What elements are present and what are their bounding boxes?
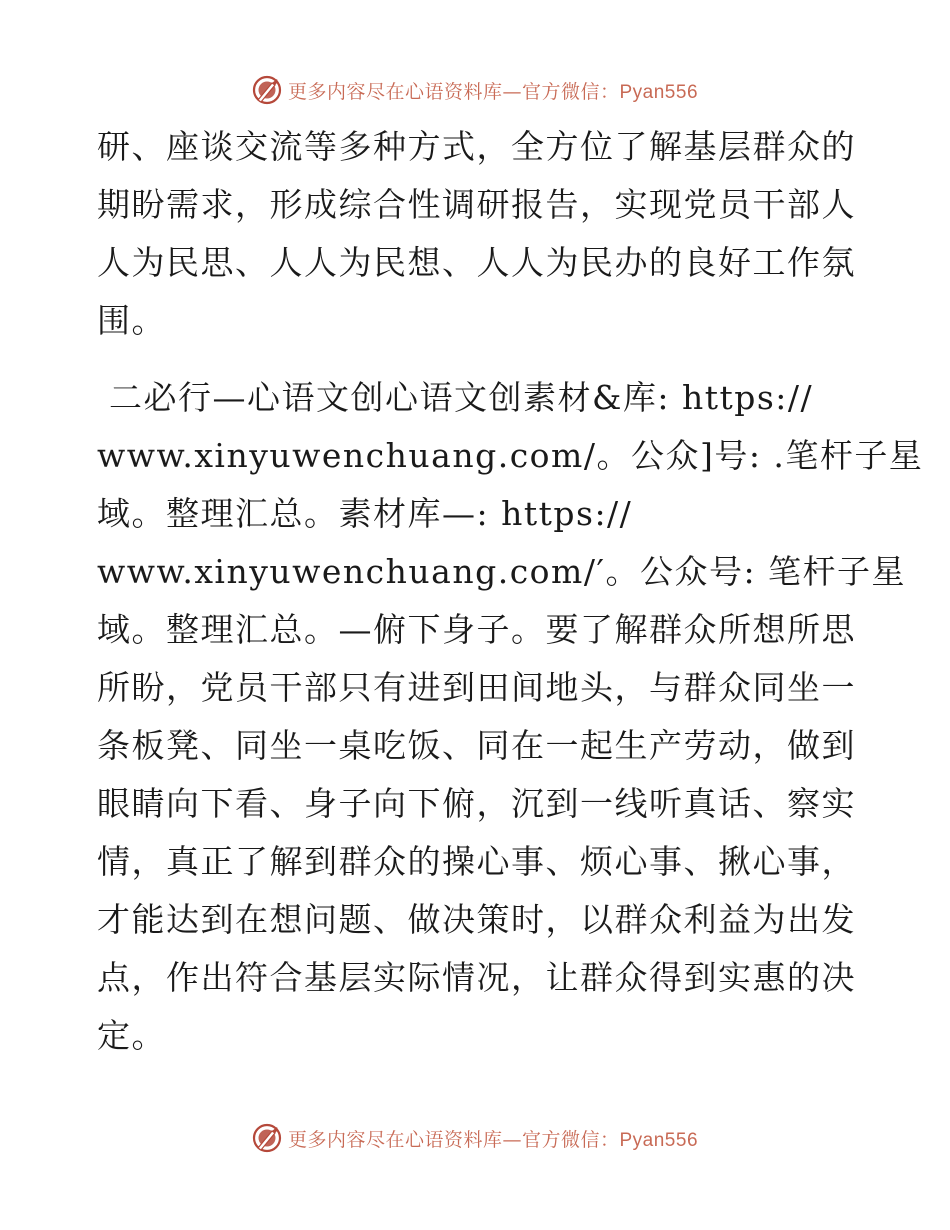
text-line: 研、座谈交流等多种方式，全方位了解基层群众的 <box>97 127 856 166</box>
text-line: 围。 <box>97 301 166 340</box>
text-line: 二必行—心语文创心语文创素材&库: https:// <box>97 378 814 417</box>
text-line: 情，真正了解到群众的操心事、烦心事、揪心事， <box>97 842 856 881</box>
pen-seal-logo-icon <box>252 75 282 105</box>
paragraph-gap <box>97 350 857 369</box>
pen-seal-logo-icon <box>252 1123 282 1153</box>
banner-slogan: 更多内容尽在心语资料库—官方微信： <box>287 1128 620 1151</box>
banner-account: Pyan556 <box>619 1129 699 1151</box>
banner-account: Pyan556 <box>619 81 699 103</box>
text-line: 点，作出符合基层实际情况，让群众得到实惠的决 <box>97 958 856 997</box>
banner-slogan: 更多内容尽在心语资料库—官方微信： <box>287 80 620 103</box>
text-line: 定。 <box>97 1016 166 1055</box>
text-line: 条板凳、同坐一桌吃饭、同在一起生产劳动，做到 <box>97 726 856 765</box>
banner-text <box>288 77 698 104</box>
banner-text <box>288 1125 698 1152</box>
paragraph-2 <box>97 369 924 1065</box>
text-line: 眼睛向下看、身子向下俯，沉到一线听真话、察实 <box>97 784 856 823</box>
text-line: 人为民思、人人为民想、人人为民办的良好工作氛 <box>97 243 856 282</box>
footer-banner <box>0 1118 950 1158</box>
text-line: 域。整理汇总。—俯下身子。要了解群众所想所思 <box>97 610 856 649</box>
text-line: www.xinyuwenchuang.com/。公众]号: .笔杆子星 <box>97 436 924 475</box>
text-line: www.xinyuwenchuang.com/′。公众号: 笔杆子星 <box>97 552 907 591</box>
paragraph-1 <box>97 118 857 350</box>
text-line: 期盼需求，形成综合性调研报告，实现党员干部人 <box>97 185 856 224</box>
text-line: 所盼，党员干部只有进到田间地头，与群众同坐一 <box>97 668 856 707</box>
header-banner <box>0 70 950 110</box>
document-body <box>97 118 924 1065</box>
text-line: 域。整理汇总。素材库—: https:// <box>97 494 633 533</box>
text-line: 才能达到在想问题、做决策时，以群众利益为出发 <box>97 900 856 939</box>
